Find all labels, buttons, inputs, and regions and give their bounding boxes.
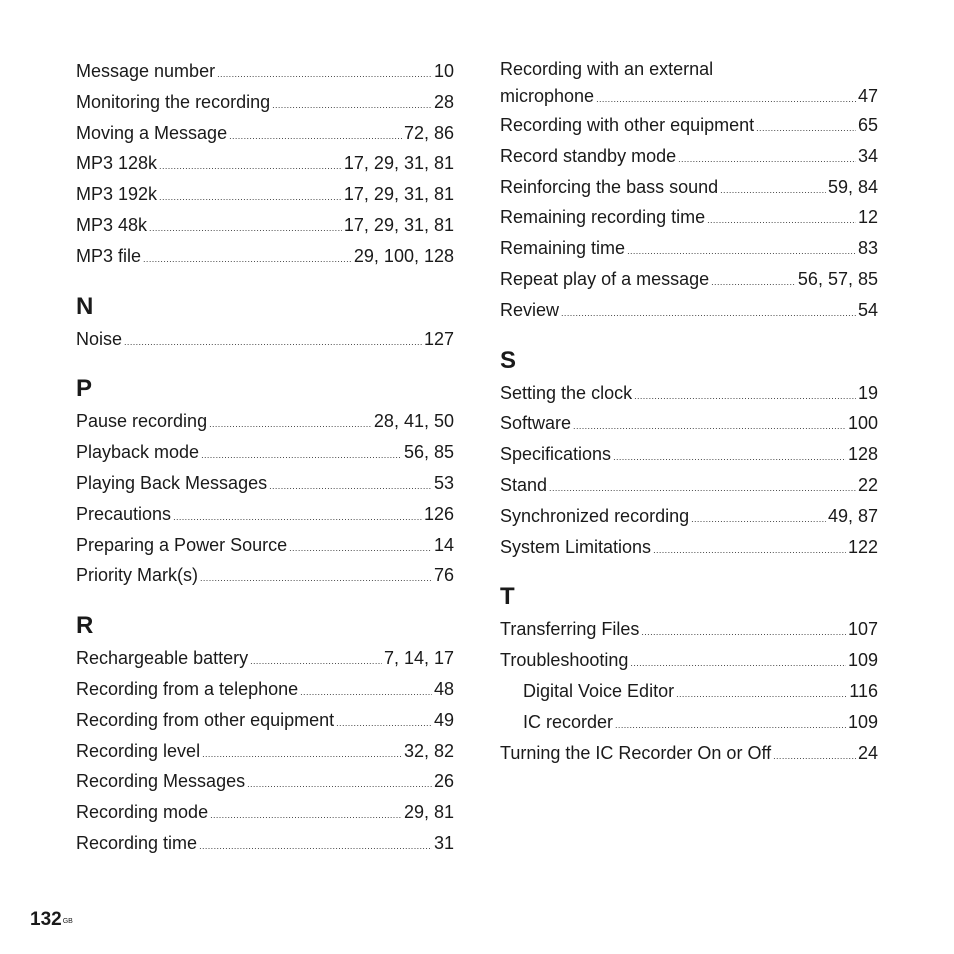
index-entry [500, 408, 878, 439]
index-entry [500, 645, 878, 676]
index-term: MP3 192k [76, 184, 158, 205]
index-term: Recording level [76, 740, 201, 761]
index-entry [76, 643, 454, 674]
dot-leader [634, 381, 856, 412]
dot-leader [615, 710, 846, 741]
section-letter-n: N [76, 292, 94, 320]
index-term: Recording from other equipment [76, 709, 335, 730]
index-page-refs: 29, 100, 128 [353, 245, 454, 266]
index-page-refs: 107 [847, 619, 878, 640]
dot-leader [549, 473, 856, 504]
index-entry [500, 56, 878, 110]
index-page-refs: 122 [847, 536, 878, 557]
index-page-refs: 56, 85 [403, 442, 454, 463]
page-number [30, 908, 73, 932]
index-entry [500, 439, 878, 470]
index-page-refs: 109 [847, 711, 878, 732]
index-page-refs: 116 [849, 680, 878, 701]
section-letter-t: T [500, 583, 515, 611]
index-term: Playback mode [76, 442, 200, 463]
index-entry [500, 532, 878, 563]
index-entry [76, 560, 454, 591]
index-page-refs: 19 [857, 382, 878, 403]
index-term: Review [500, 299, 560, 320]
index-page-refs: 54 [857, 299, 878, 320]
dot-leader [707, 205, 856, 236]
index-page-refs: 22 [857, 474, 878, 495]
index-term: Recording Messages [76, 771, 246, 792]
index-page-refs: 127 [423, 328, 454, 349]
index-term: Moving a Message [76, 122, 228, 143]
dot-leader [691, 504, 826, 535]
index-term: Rechargeable battery [76, 648, 249, 669]
index-column-right [500, 56, 878, 768]
index-term: Noise [76, 328, 123, 349]
index-term: Playing Back Messages [76, 472, 268, 493]
section-letter-r: R [76, 612, 94, 640]
index-entry [76, 241, 454, 272]
region-code: GB [62, 918, 73, 925]
index-term: Pause recording [76, 411, 208, 432]
index-term: Repeat play of a message [500, 268, 710, 289]
index-term: Remaining recording time [500, 207, 706, 228]
index-entry [76, 499, 454, 530]
dot-leader [596, 86, 856, 113]
index-term: Recording with other equipment [500, 115, 755, 135]
dot-leader [720, 175, 826, 206]
dot-leader [247, 769, 432, 800]
dot-leader [199, 831, 432, 862]
dot-leader [641, 617, 846, 648]
dot-leader [217, 59, 432, 90]
dot-leader [336, 708, 432, 739]
index-term: Turning the IC Recorder On or Off [500, 742, 772, 763]
index-page-refs: 100 [847, 413, 878, 434]
index-term: Setting the clock [500, 382, 633, 403]
index-term: Recording mode [76, 802, 209, 823]
index-term: Monitoring the recording [76, 91, 271, 112]
dot-leader [229, 121, 402, 152]
index-page-refs: 126 [423, 503, 454, 524]
index-page-refs: 109 [847, 650, 878, 671]
index-entry [500, 614, 878, 645]
dot-leader [159, 151, 342, 182]
dot-leader [124, 327, 422, 358]
index-term-line2: microphone [500, 86, 595, 106]
index-term: Specifications [500, 444, 612, 465]
index-entry [76, 210, 454, 241]
index-page-refs: 83 [857, 238, 878, 259]
index-column-left [76, 56, 454, 859]
dot-leader [289, 533, 432, 564]
section-letter-p: P [76, 375, 93, 403]
dot-leader [210, 800, 402, 831]
index-page-refs: 17, 29, 31, 81 [343, 184, 454, 205]
dot-leader [159, 182, 342, 213]
index-page-refs: 28 [433, 91, 454, 112]
index-entry [500, 501, 878, 532]
dot-leader [627, 236, 856, 267]
index-subentry [500, 676, 878, 707]
index-page-refs: 26 [433, 771, 454, 792]
dot-leader [653, 535, 846, 566]
dot-leader [300, 677, 432, 708]
dot-leader [630, 648, 846, 679]
index-subentry [500, 707, 878, 738]
index-page-refs: 14 [433, 534, 454, 555]
dot-leader [149, 213, 342, 244]
dot-leader [676, 679, 847, 710]
index-page-refs: 17, 29, 31, 81 [343, 214, 454, 235]
index-entry [76, 797, 454, 828]
index-page-refs: 17, 29, 31, 81 [343, 153, 454, 174]
index-entry [500, 141, 878, 172]
index-page-refs: 56, 57, 85 [797, 268, 878, 289]
index-term: Precautions [76, 503, 172, 524]
index-entry [76, 437, 454, 468]
index-term: Software [500, 413, 572, 434]
index-page-refs: 72, 86 [403, 122, 454, 143]
index-page-refs: 48 [433, 678, 454, 699]
index-entry [500, 470, 878, 501]
index-entry [76, 766, 454, 797]
index-page-refs: 24 [857, 742, 878, 763]
dot-leader [200, 563, 432, 594]
index-entry [76, 674, 454, 705]
index-page-refs: 7, 14, 17 [383, 648, 454, 669]
index-entry [76, 828, 454, 859]
dot-leader [773, 741, 856, 772]
index-entry [76, 406, 454, 437]
index-page-refs: 49, 87 [827, 505, 878, 526]
dot-leader [269, 471, 432, 502]
dot-leader [173, 502, 422, 533]
index-entry [500, 233, 878, 264]
index-term: Stand [500, 474, 548, 495]
dot-leader [756, 113, 856, 144]
section-letter-s: S [500, 346, 517, 374]
index-term: Transferring Files [500, 619, 640, 640]
index-entry [76, 324, 454, 355]
index-term: System Limitations [500, 536, 652, 557]
index-term: Message number [76, 61, 216, 81]
index-term: IC recorder [523, 711, 614, 732]
index-term: Synchronized recording [500, 505, 690, 526]
index-term-line1: Recording with an external [500, 59, 714, 79]
index-term: Record standby mode [500, 145, 677, 166]
index-entry [76, 530, 454, 561]
index-entry [500, 378, 878, 409]
index-entry [500, 110, 878, 141]
index-term: Recording from a telephone [76, 678, 299, 699]
index-term: MP3 file [76, 245, 142, 266]
dot-leader [573, 411, 846, 442]
index-entry [76, 736, 454, 767]
index-entry [500, 172, 878, 203]
index-term: MP3 48k [76, 214, 148, 235]
index-entry [500, 738, 878, 769]
dot-leader [272, 90, 432, 121]
index-page-refs: 47 [857, 86, 878, 106]
dot-leader [143, 244, 352, 275]
index-page-refs: 128 [847, 444, 878, 465]
index-term: MP3 128k [76, 153, 158, 174]
index-page-refs: 34 [857, 145, 878, 166]
index-page-refs: 29, 81 [403, 802, 454, 823]
index-entry [76, 118, 454, 149]
index-entry [76, 148, 454, 179]
index-page-refs: 12 [857, 207, 878, 228]
index-page-refs: 53 [433, 472, 454, 493]
index-term: Recording time [76, 832, 198, 853]
index-page-refs: 32, 82 [403, 740, 454, 761]
index-term: Troubleshooting [500, 650, 629, 671]
index-page-refs: 10 [433, 61, 454, 81]
index-entry [76, 56, 454, 87]
dot-leader [209, 409, 372, 440]
dot-leader [711, 267, 796, 298]
index-term: Remaining time [500, 238, 626, 259]
index-term: Priority Mark(s) [76, 565, 198, 586]
dot-leader [561, 298, 856, 329]
index-entry [500, 264, 878, 295]
index-page-refs: 59, 84 [827, 176, 878, 197]
index-term: Digital Voice Editor [523, 680, 675, 701]
index-term: Reinforcing the bass sound [500, 176, 719, 197]
dot-leader [678, 144, 856, 175]
index-entry [76, 468, 454, 499]
index-entry [500, 202, 878, 233]
index-entry [500, 295, 878, 326]
index-entry [76, 87, 454, 118]
page-number-value: 132 [30, 909, 62, 930]
dot-leader [613, 442, 846, 473]
index-page-refs: 28, 41, 50 [373, 411, 454, 432]
dot-leader [201, 440, 402, 471]
index-entry [76, 179, 454, 210]
dot-leader [202, 739, 402, 770]
index-page-refs: 76 [433, 565, 454, 586]
index-page-refs: 49 [433, 709, 454, 730]
index-entry [76, 705, 454, 736]
index-page-refs: 65 [857, 115, 878, 135]
index-page-refs: 31 [433, 832, 454, 853]
index-term: Preparing a Power Source [76, 534, 288, 555]
dot-leader [250, 646, 382, 677]
